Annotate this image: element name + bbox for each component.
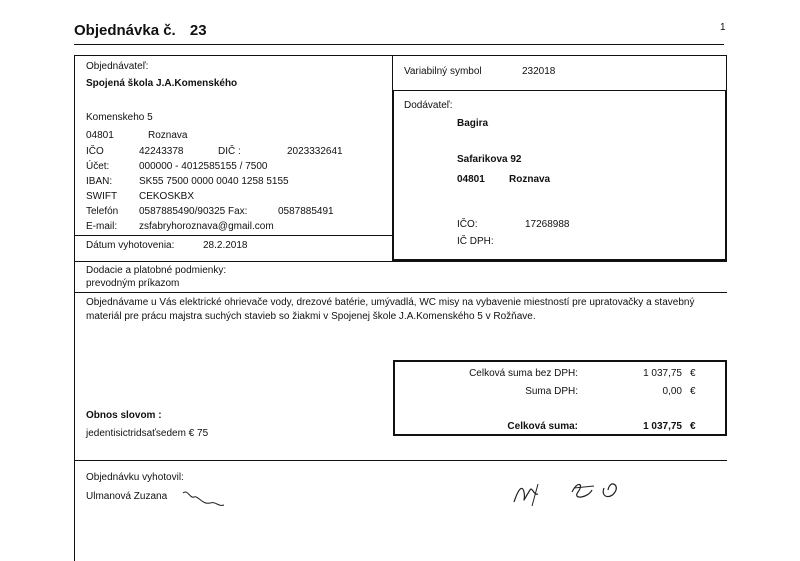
supplier-city: Roznava [509,174,551,185]
frame-top [74,55,727,56]
date-value: 28.2.2018 [203,240,248,251]
order-description: Objednávame u Vás elektrické ohrievače vody, drezové batérie, umývadlá, WC misy na vybavenie miestností pre upratovačky a stavebný materiál pre prácu majstra suchých stavieb so žiakmi v Spojenej škole J.A.Komenského 5 v Rožňave. [86,297,695,322]
divider-issuer [74,460,727,461]
page-number: 1 [720,22,726,33]
net-total-currency: € [690,368,696,379]
supplier-icdph-label: IČ DPH: [457,236,494,247]
payment-label: Dodacie a platobné podmienky: [86,265,227,276]
payment-value: prevodným príkazom [86,278,180,289]
date-divider [74,235,392,236]
supplier-ico-label: IČO: [457,219,478,230]
issuer-label: Objednávku vyhotovil: [86,472,184,483]
grand-total-label: Celková suma: [507,421,578,432]
grand-total-currency: € [690,421,696,432]
orderer-email: zsfabryhoroznava@gmail.com [139,221,274,232]
supplier-name: Bagira [457,118,489,129]
date-label: Dátum vyhotovenia: [86,240,175,251]
orderer-name: Spojená škola J.A.Komenského [86,78,238,89]
variable-symbol-label: Variabilný symbol [404,66,482,77]
orderer-dic: 2023332641 [287,146,343,157]
orderer-fax: 0587885491 [278,206,334,217]
net-total-label: Celková suma bez DPH: [469,368,578,379]
vat-label: Suma DPH: [525,386,578,397]
orderer-ico: 42243378 [139,146,184,157]
in-words-value: jedentisictridsaťsedem € 75 [86,428,209,439]
grand-total-value: 1 037,75 [643,421,682,432]
net-total-value: 1 037,75 [643,368,682,379]
orderer-phone-label: Telefón [86,206,119,217]
frame-left [74,55,75,561]
orderer-account-label: Účet: [86,161,110,172]
divider-payment [74,292,727,293]
supplier-zip: 04801 [457,174,485,185]
orderer-swift: CEKOSKBX [139,191,195,202]
orderer-email-label: E-mail: [86,221,118,232]
divider-orderer [74,261,727,262]
orderer-label: Objednávateľ: [86,61,149,72]
orderer-dic-label: DIČ : [218,146,241,157]
orderer-account: 000000 - 4012585155 / 7500 [139,161,268,172]
vat-value: 0,00 [662,386,682,397]
variable-symbol-value: 232018 [522,66,556,77]
order-title [74,22,207,39]
orderer-street: Komenskeho 5 [86,112,153,123]
signature-mark [508,470,628,515]
order-title-label: Objednávka č. [74,22,176,39]
supplier-ico: 17268988 [525,219,570,230]
orderer-ico-label: IČO [86,146,104,157]
initials-mark [180,485,230,515]
orderer-iban: SK55 7500 0000 0040 1258 5155 [139,176,289,187]
header-rule [74,44,724,45]
order-number: 23 [189,22,207,39]
vat-currency: € [690,386,696,397]
orderer-swift-label: SWIFT [86,191,118,202]
supplier-label: Dodávateľ: [404,100,453,111]
orderer-iban-label: IBAN: [86,176,113,187]
orderer-zip: 04801 [86,130,114,141]
issuer-name: Ulmanová Zuzana [86,491,168,502]
orderer-city: Roznava [148,130,188,141]
supplier-box [392,91,727,261]
orderer-phone: 0587885490/90325 Fax: [139,206,248,217]
in-words-label: Obnos slovom : [86,410,162,421]
supplier-street: Safarikova 92 [457,154,522,165]
